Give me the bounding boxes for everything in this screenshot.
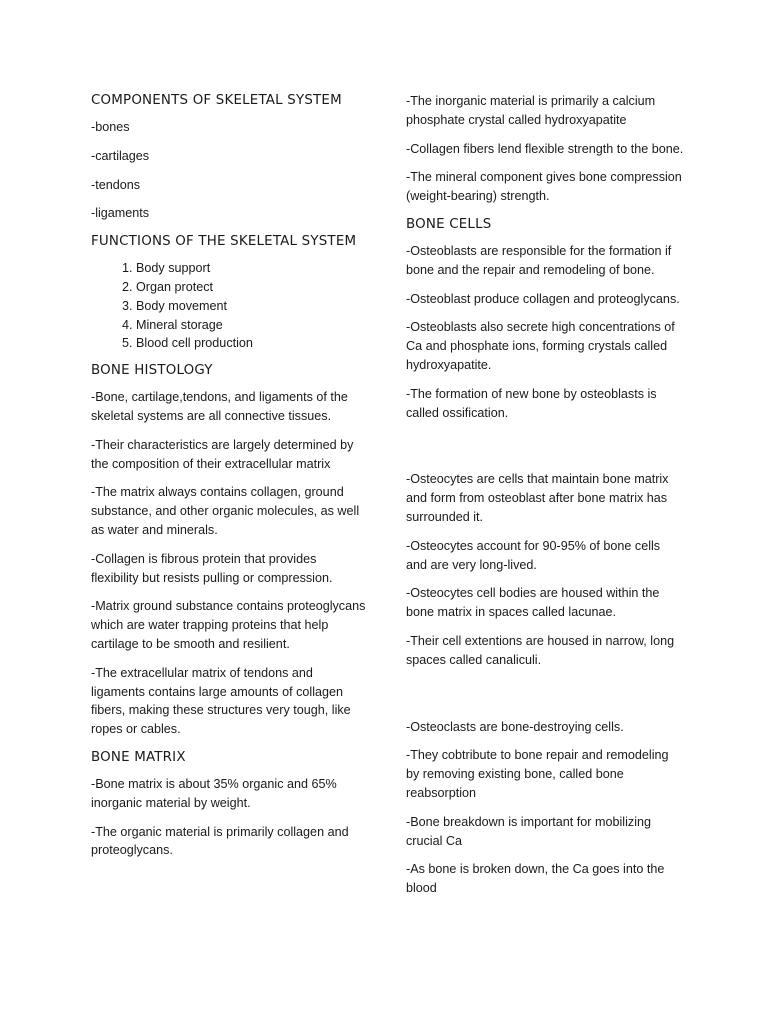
heading-bone-cells: BONE CELLS bbox=[406, 216, 492, 232]
histology-paragraph: -Matrix ground substance contains proteoglycans which are water trapping proteins that help cartilage to be smooth and resilient. bbox=[91, 599, 366, 651]
function-item: 5. Blood cell production bbox=[136, 334, 366, 353]
section-spacer bbox=[406, 680, 684, 718]
histology-paragraph: -The extracellular matrix of tendons and ligaments contains large amounts of collagen fibers, making these structures very tough, like ropes or cables. bbox=[91, 665, 351, 737]
component-item: -ligaments bbox=[91, 206, 150, 221]
osteoblast-paragraph: -Osteoblasts also secrete high concentrations of Ca and phosphate ions, forming crystals called hydroxyapatite. bbox=[406, 320, 675, 372]
osteocyte-paragraph: -Osteocytes are cells that maintain bone matrix and form from osteoblast after bone matrix has surrounded it. bbox=[406, 472, 669, 524]
matrix-paragraph: -Bone matrix is about 35% organic and 65% inorganic material by weight. bbox=[91, 776, 337, 810]
matrix-paragraph: -Collagen fibers lend flexible strength to the bone. bbox=[406, 141, 684, 156]
function-item: 3. Body movement bbox=[136, 297, 366, 316]
heading-functions: FUNCTIONS OF THE SKELETAL SYSTEM bbox=[91, 234, 357, 250]
section-spacer bbox=[406, 432, 684, 470]
osteocyte-paragraph: -Their cell extentions are housed in narrow, long spaces called canaliculi. bbox=[406, 633, 675, 667]
component-item: -tendons bbox=[91, 177, 141, 192]
histology-paragraph: -Bone, cartilage,tendons, and ligaments of the skeletal systems are all connective tissues. bbox=[91, 390, 348, 423]
heading-bone-matrix: BONE MATRIX bbox=[91, 749, 186, 765]
function-item: 1. Body support bbox=[136, 259, 366, 278]
osteoblast-paragraph: -Osteoblast produce collagen and proteoglycans. bbox=[406, 291, 680, 306]
right-column bbox=[406, 92, 684, 908]
heading-bone-histology: BONE HISTOLOGY bbox=[91, 363, 213, 379]
osteoclast-paragraph: -Bone breakdown is important for mobilizing crucial Ca bbox=[406, 814, 651, 848]
function-item: 4. Mineral storage bbox=[136, 316, 366, 335]
left-column bbox=[91, 92, 366, 870]
matrix-paragraph: -The organic material is primarily collagen and proteoglycans. bbox=[91, 824, 349, 858]
histology-paragraph: -Their characteristics are largely determined by the composition of their extracellular matrix bbox=[91, 437, 354, 471]
component-item: -cartilages bbox=[91, 148, 150, 163]
functions-list bbox=[91, 259, 366, 353]
osteoclast-paragraph: -They cobtribute to bone repair and remodeling by removing existing bone, called bone reabsorption bbox=[406, 748, 669, 800]
matrix-paragraph: -The inorganic material is primarily a calcium phosphate crystal called hydroxyapatite bbox=[406, 94, 656, 127]
osteoblast-paragraph: -Osteoblasts are responsible for the formation if bone and the repair and remodeling of bone. bbox=[406, 243, 672, 277]
component-item: -bones bbox=[91, 120, 130, 134]
function-item: 2. Organ protect bbox=[136, 278, 366, 297]
heading-components: COMPONENTS OF SKELETAL SYSTEM bbox=[91, 93, 342, 108]
osteoclast-paragraph: -Osteoclasts are bone-destroying cells. bbox=[406, 719, 624, 734]
osteocyte-paragraph: -Osteocytes account for 90-95% of bone cells and are very long-lived. bbox=[406, 538, 661, 572]
osteocyte-paragraph: -Osteocytes cell bodies are housed within the bone matrix in spaces called lacunae. bbox=[406, 586, 660, 620]
histology-paragraph: -Collagen is fibrous protein that provides flexibility but resists pulling or compression. bbox=[91, 551, 333, 585]
matrix-paragraph: -The mineral component gives bone compression (weight-bearing) strength. bbox=[406, 170, 682, 204]
histology-paragraph: -The matrix always contains collagen, ground substance, and other organic molecules, as well as water and minerals. bbox=[91, 485, 360, 537]
osteoclast-paragraph: -As bone is broken down, the Ca goes into the blood bbox=[406, 862, 665, 896]
osteoblast-paragraph: -The formation of new bone by osteoblasts is called ossification. bbox=[406, 386, 657, 420]
